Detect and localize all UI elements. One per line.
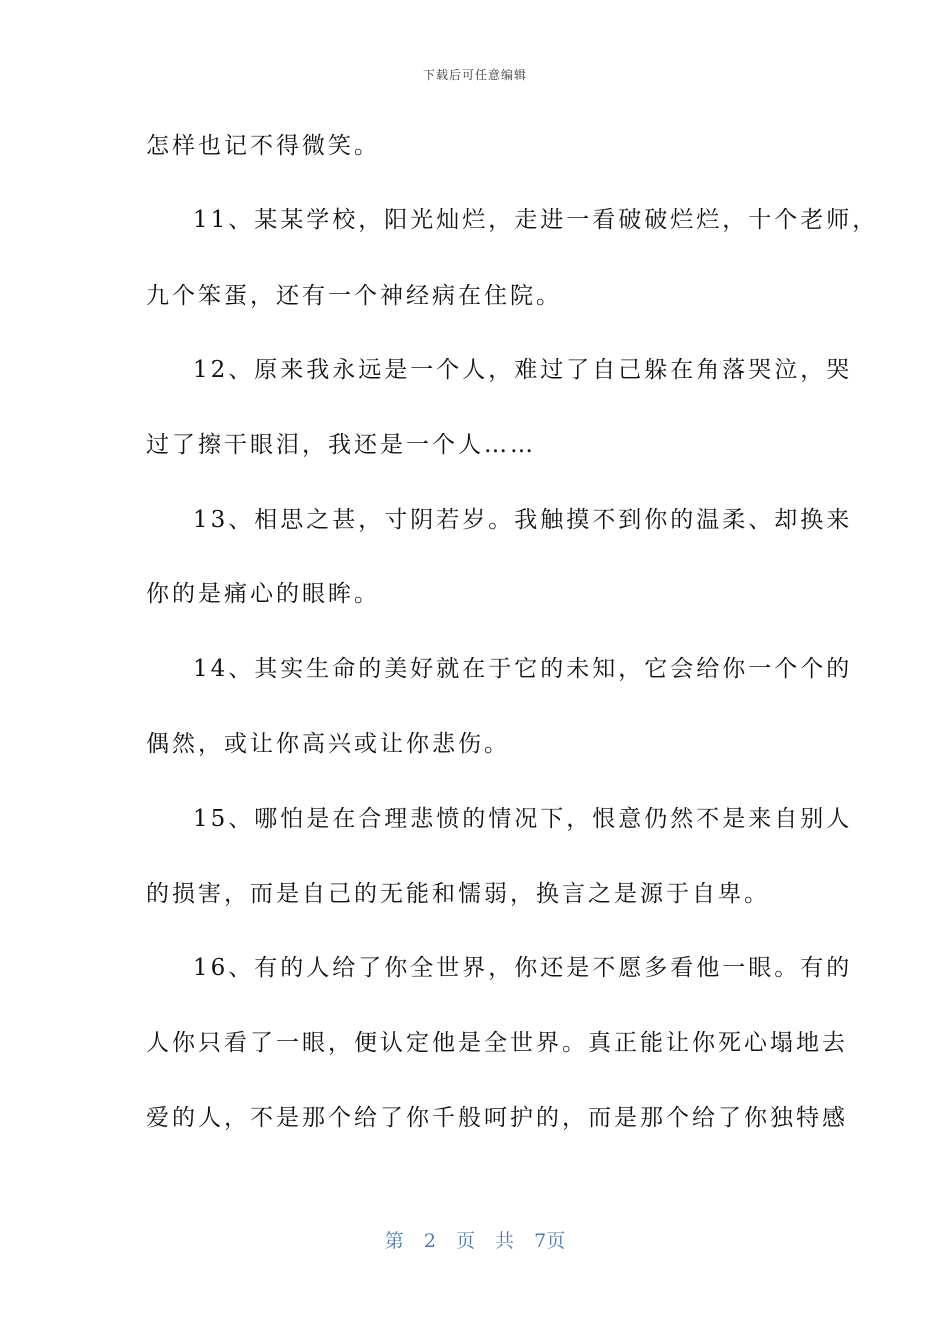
current-page-number: 2	[423, 1230, 436, 1252]
total-pages: 7页	[534, 1230, 566, 1252]
text-line: 15、哪怕是在合理悲愤的情况下，恨意仍然不是来自别人	[193, 806, 853, 832]
text-line: 偶然，或让你高兴或让你悲伤。	[146, 731, 510, 757]
text-line: 12、原来我永远是一个人，难过了自己躲在角落哭泣，哭	[193, 357, 853, 383]
text-line: 九个笨蛋，还有一个神经病在住院。	[146, 283, 562, 309]
text-line: 13、相思之甚，寸阴若岁。我触摸不到你的温柔、却换来	[193, 507, 853, 533]
page-header: 下载后可任意编辑	[422, 68, 527, 82]
text-line: 过了擦干眼泪，我还是一个人……	[146, 432, 536, 458]
text-line: 你的是痛心的眼眸。	[146, 581, 380, 607]
text-line: 的损害，而是自己的无能和懦弱，换言之是源于自卑。	[146, 881, 770, 907]
text-line: 14、其实生命的美好就在于它的未知，它会给你一个个的	[193, 656, 853, 682]
text-line: 16、有的人给了你全世界，你还是不愿多看他一眼。有的	[193, 955, 853, 981]
text-line: 人你只看了一眼，便认定他是全世界。真正能让你死心塌地去	[146, 1030, 848, 1056]
footer-total-prefix: 共	[495, 1230, 515, 1252]
text-line: 爱的人，不是那个给了你千般呵护的，而是那个给了你独特感	[146, 1105, 848, 1131]
text-line: 11、某某学校，阳光灿烂，走进一看破破烂烂，十个老师，	[193, 207, 879, 233]
footer-prefix: 第	[384, 1230, 404, 1252]
footer-page-word: 页	[455, 1230, 475, 1252]
page-footer	[0, 1226, 950, 1253]
text-line: 怎样也记不得微笑。	[146, 133, 380, 159]
